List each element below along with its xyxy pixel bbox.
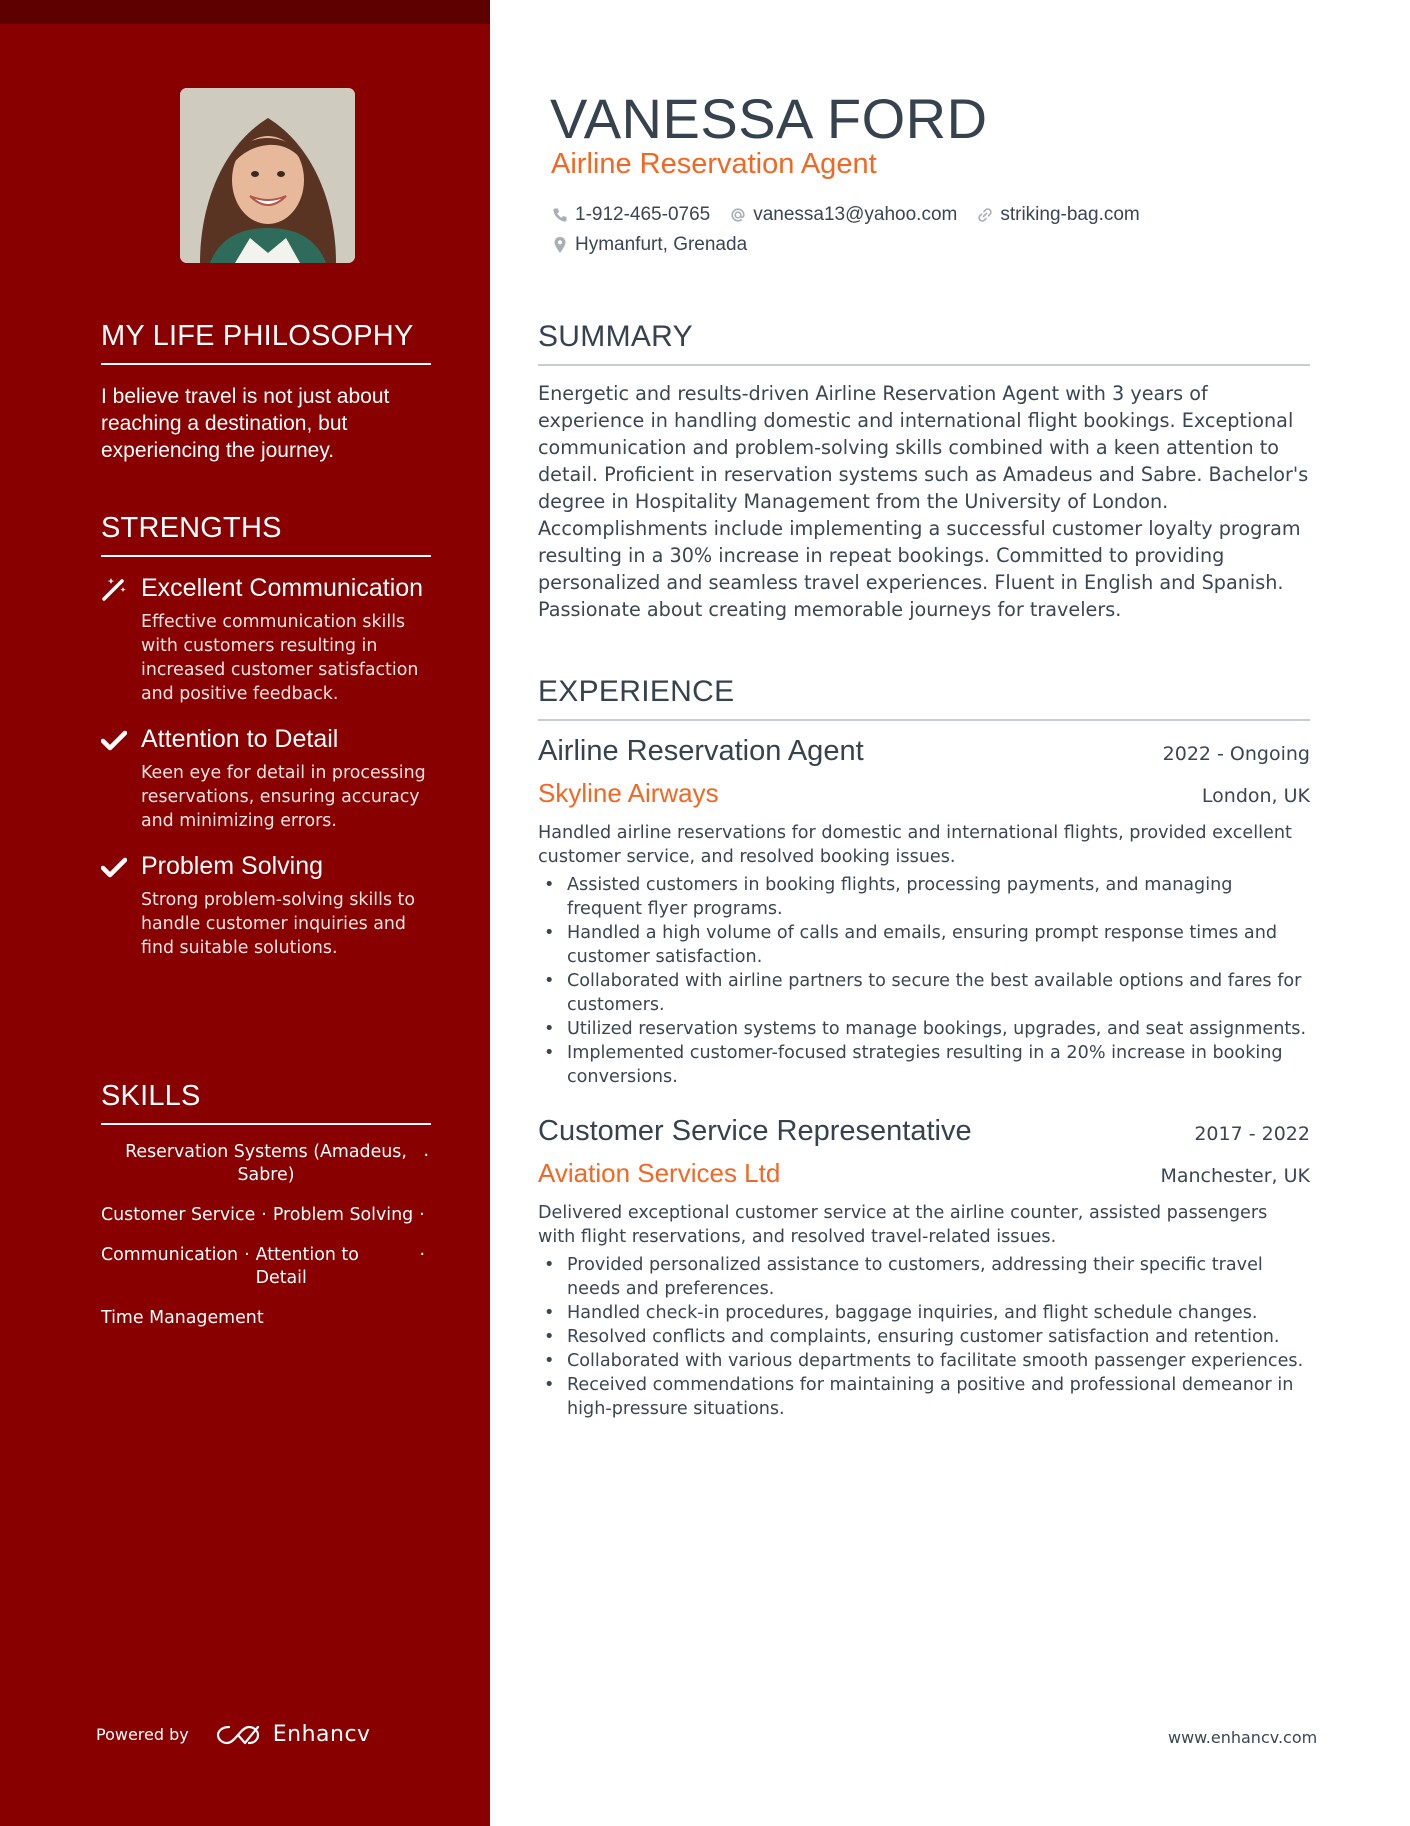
skill-item: Communication — [101, 1245, 239, 1265]
experience-heading: EXPERIENCE — [538, 675, 1310, 721]
strength-item — [101, 722, 431, 833]
strength-description: Effective communication skills with customers resulting in increased customer satisfaction and positive feedback. — [141, 612, 419, 704]
job-bullets — [538, 1253, 1310, 1421]
strength-item — [101, 849, 431, 960]
contact-row — [552, 203, 1160, 227]
job-bullet: • Handled check-in procedures, baggage inquiries, and flight schedule changes. — [538, 1301, 1310, 1325]
philosophy-text: I believe travel is not just about reaching a destination, but experiencing the journey. — [101, 385, 390, 462]
skill-separator: · — [419, 1245, 425, 1265]
contact-row — [552, 233, 1160, 257]
strength-item — [101, 571, 431, 706]
contact-phone[interactable] — [552, 204, 710, 226]
skill-item — [101, 1141, 431, 1187]
website-url: striking-bag.com — [1000, 204, 1140, 225]
skills-row — [101, 1204, 431, 1227]
powered-by-label: Powered by — [96, 1725, 189, 1744]
contact-location — [552, 234, 747, 256]
skill-separator: · — [423, 1146, 429, 1166]
skills-row — [101, 1141, 431, 1187]
job-company: Aviation Services Ltd — [538, 1158, 781, 1188]
contact-info — [552, 203, 1160, 263]
sidebar — [0, 0, 490, 1826]
skill-item: Attention to Detail — [255, 1245, 359, 1288]
job-bullet: • Handled a high volume of calls and emails, ensuring prompt response times and customer satisfaction. — [538, 921, 1310, 969]
job-bullet: • Collaborated with airline partners to secure the best available options and fares for customers. — [538, 969, 1310, 1017]
strength-description: Strong problem-solving skills to handle customer inquiries and find suitable solutions. — [141, 890, 416, 958]
job-role: Airline Reservation Agent — [538, 735, 864, 767]
skills-list — [101, 1141, 431, 1330]
at-sign-icon — [730, 207, 746, 223]
email-address: vanessa13@yahoo.com — [753, 204, 958, 225]
link-icon — [977, 207, 993, 223]
skills-heading: SKILLS — [101, 1080, 431, 1125]
summary-heading: SUMMARY — [538, 320, 1310, 366]
skill-item: Time Management — [101, 1308, 264, 1328]
skills-section — [101, 1080, 431, 1347]
job-entry — [538, 735, 1310, 1089]
candidate-title: Airline Reservation Agent — [551, 148, 877, 180]
footer-website-link[interactable]: www.enhancv.com — [1168, 1728, 1318, 1747]
skill-item: Customer Service — [101, 1205, 256, 1225]
job-bullet: • Implemented customer-focused strategies resulting in a 20% increase in booking conversions. — [538, 1041, 1310, 1089]
contact-website[interactable] — [977, 204, 1139, 226]
enhancv-logo-link[interactable] — [215, 1722, 371, 1747]
job-bullets — [538, 873, 1310, 1089]
job-dates: 2017 - 2022 — [1194, 1123, 1310, 1145]
skill-separator: · — [261, 1205, 267, 1225]
job-location: London, UK — [1201, 785, 1310, 807]
skills-row — [101, 1244, 431, 1290]
location-pin-icon — [552, 236, 568, 254]
sidebar-top-band — [0, 0, 490, 24]
job-bullet: • Received commendations for maintaining a positive and professional demeanor in high-pressure situations. — [538, 1373, 1310, 1421]
checkmark-icon — [101, 727, 127, 753]
enhancv-brand-name: Enhancv — [272, 1722, 371, 1747]
strength-title: Excellent Communication — [141, 574, 424, 602]
philosophy-heading: MY LIFE PHILOSOPHY — [101, 320, 431, 365]
contact-email[interactable] — [730, 204, 957, 226]
job-bullet: • Resolved conflicts and complaints, ensuring customer satisfaction and retention. — [538, 1325, 1310, 1349]
philosophy-section — [101, 320, 431, 464]
strength-description: Keen eye for detail in processing reservations, ensuring accuracy and minimizing errors. — [141, 763, 426, 831]
location-text: Hymanfurt, Grenada — [575, 234, 748, 255]
job-entry — [538, 1115, 1310, 1421]
summary-text: Energetic and results-driven Airline Reservation Agent with 3 years of experience in handling domestic and international flight bookings. Exceptional communication and problem-solving skills combined with a keen attention to detail. Proficient in reservation systems such as Amadeus and Sabre. Bachelor's degree in Hospitality Management from the University of London. Accomplishments include implementing a successful customer loyalty program resulting in a 30% increase in repeat bookings. Committed to providing personalized and seamless travel experiences. Fluent in English and Spanish. Passionate about creating memorable journeys for travelers. — [538, 382, 1309, 621]
phone-number: 1-912-465-0765 — [575, 204, 711, 225]
strengths-heading: STRENGTHS — [101, 512, 431, 557]
strength-title: Problem Solving — [141, 852, 324, 880]
skill-label: Reservation Systems (Amadeus, Sabre) — [125, 1142, 407, 1185]
strength-title: Attention to Detail — [141, 725, 339, 753]
summary-section — [538, 320, 1310, 623]
candidate-name: VANESSA FORD — [550, 87, 988, 150]
job-company: Skyline Airways — [538, 778, 719, 808]
job-dates: 2022 - Ongoing — [1162, 743, 1310, 765]
strengths-section — [101, 512, 431, 960]
powered-by — [96, 1722, 371, 1747]
job-location: Manchester, UK — [1160, 1165, 1310, 1187]
skill-item: Problem Solving — [272, 1205, 414, 1225]
job-bullet: • Utilized reservation systems to manage bookings, upgrades, and seat assignments. — [538, 1017, 1310, 1041]
skill-separator: · — [419, 1205, 425, 1225]
checkmark-icon — [101, 854, 127, 880]
skills-row — [101, 1307, 431, 1330]
job-role: Customer Service Representative — [538, 1115, 972, 1147]
job-description: Handled airline reservations for domestic and international flights, provided excellent customer service, and resolved booking issues. — [538, 823, 1292, 867]
enhancv-logo-icon — [215, 1723, 261, 1747]
experience-section — [538, 675, 1310, 1421]
job-bullet: • Provided personalized assistance to customers, addressing their specific travel needs and preferences. — [538, 1253, 1310, 1301]
phone-icon — [552, 207, 568, 223]
job-bullet: • Assisted customers in booking flights, processing payments, and managing frequent flyer programs. — [538, 873, 1310, 921]
job-description: Delivered exceptional customer service at the airline counter, assisted passengers with flight reservations, and resolved travel-related issues. — [538, 1203, 1268, 1247]
job-bullet: • Collaborated with various departments to facilitate smooth passenger experiences. — [538, 1349, 1310, 1373]
magic-wand-icon — [101, 576, 127, 602]
profile-photo — [180, 88, 355, 263]
skill-separator: · — [244, 1245, 250, 1265]
